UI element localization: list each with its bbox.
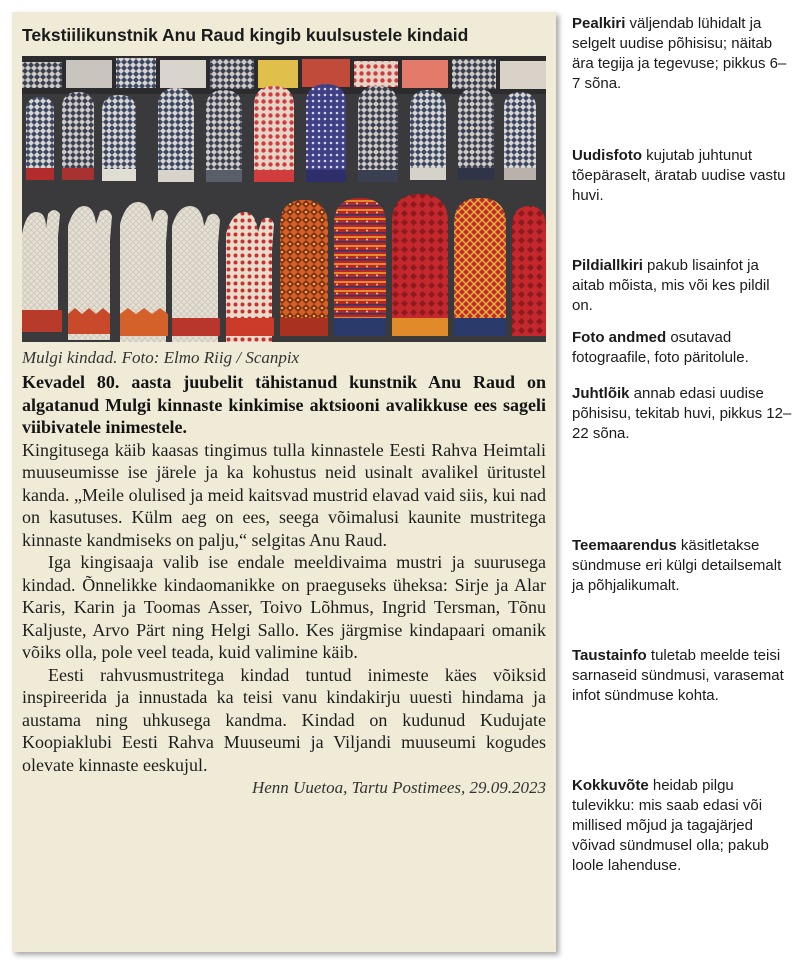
note-news-photo: Uudisfoto kujutab juhtunut tõepäraselt, äratab uudise vastu huvi.	[572, 147, 786, 204]
article-body	[22, 439, 546, 777]
note-lead: Juhtlõik annab edasi uudise põhisisu, tekitab huvi, pikkus 12–22 sõna.	[572, 385, 792, 442]
note-topic-development: Teemaarendus käsitletakse sündmuse eri külgi detailsemalt ja põhjalikumalt.	[572, 537, 782, 594]
photo-caption: Mulgi kindad. Foto: Elmo Riig / Scanpix	[22, 348, 300, 367]
article-byline: Henn Uuetoa, Tartu Postimees, 29.09.2023	[251, 778, 546, 797]
note-photo-data: Foto andmed osutavad fotograafile, foto päritolule.	[572, 329, 749, 366]
mittens-photo	[22, 56, 546, 342]
body-paragraph-1: Kingitusega käib kaasas tingimus tulla kinnastele Eesti Rahva Heimtali muuseumisse ise järele ja ka kohustus neid usinalt avalikel üritustel kanda. „Meile olulised ja meid kaitsvad mustrid elavad vaid siis, kui nad on kasutuses. Külm aeg on ees, seega võimalusi kaunite mustritega kinnaste kandmiseks on palju,“ selgitas Anu Raud.	[22, 439, 546, 550]
note-caption: Pildiallkiri pakub lisainfot ja aitab mõista, mis või kes pildil on.	[572, 257, 770, 314]
news-article	[12, 12, 556, 952]
body-paragraph-2: Iga kingisaaja valib ise endale meeldivaima mustri ja suurusega kindad. Õnnelikke kindaomanikke on praeguseks üheksa: Sirje ja Alar Karis, Karin ja Toomas Asser, Toivo Lõhmus, Ingrid Tersman, Tõnu Kaljuste, Arvo Pärt ning Helgi Sallo. Kes järgmise kindapaari omanik võiks olla, pole veel teada, kuid valimine käib.	[22, 552, 546, 662]
body-paragraph-3: Eesti rahvusmustritega kindad tuntud inimeste käes võiksid inspireerida ja innustada ka teisi vanu kindakirju uuesti hindama ja austama ning uhkusega kandma. Kindad on kudunud Kudujate Koopiaklubi Eesti Rahva Muuseumi ja Viljandi muuseumi kogudes olevate kinnaste eeskujul.	[22, 664, 546, 775]
note-background-info: Taustainfo tuletab meelde teisi sarnaseid sündmusi, varasemat infot sündmuse kohta.	[572, 647, 784, 704]
note-summary: Kokkuvõte heidab pilgu tulevikku: mis saab edasi või millised mõjud ja tagajärjed võivad sündmusel olla; pakub loole lahenduse.	[572, 777, 769, 874]
lead-paragraph: Kevadel 80. aasta juubelit tähistanud kunstnik Anu Raud on algatanud Mulgi kinnaste kinkimise aktsiooni avalikkuse ees sageli viibivatele inimestele.	[22, 372, 546, 437]
article-headline: Tekstiilikunstnik Anu Raud kingib kuulsustele kindaid	[22, 25, 469, 45]
note-headline: Pealkiri väljendab lühidalt ja selgelt uudise põhisisu; näitab ära tegija ja tegevuse; pikkus 6–7 sõna.	[572, 15, 787, 92]
